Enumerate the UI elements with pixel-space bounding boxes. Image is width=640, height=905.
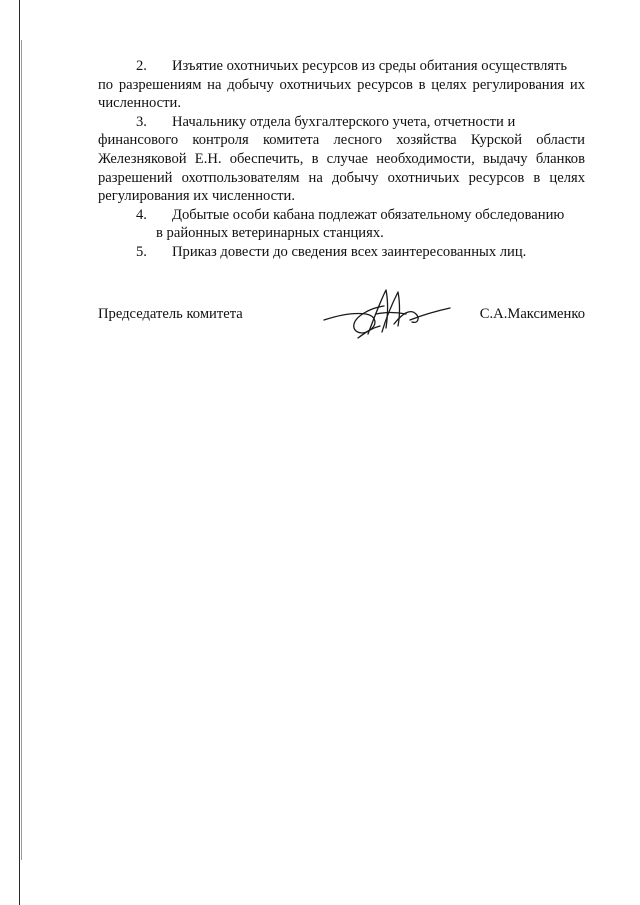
list-item-first-line <box>98 243 585 262</box>
list-item-text: в районных ветеринарных станциях. <box>156 225 384 242</box>
list-item-first-line <box>98 113 585 132</box>
signature-block <box>98 306 585 336</box>
list-item-text: финансового контроля комитета лесного хозяйства Курской области Железняковой Е.Н. обеспечить, в случае необходимости, выдачу бланков разрешений охотпользователям на добычу охотничьих ресурсов в целях регулирования их численности. <box>98 132 585 205</box>
list-item-number: 3. <box>136 113 147 130</box>
list-item-lead: Начальнику отдела бухгалтерского учета, отчетности и <box>172 113 516 130</box>
list-item-lead: Изъятие охотничьих ресурсов из среды обитания осуществлять <box>172 58 568 74</box>
list-item-number: 2. <box>136 58 147 74</box>
list-item-4 <box>98 206 585 243</box>
document-body <box>98 57 585 262</box>
scan-edge-line <box>19 0 20 905</box>
list-item-lead: Приказ довести до сведения всех заинтересованных лиц. <box>172 243 527 260</box>
signer-name: С.А.Максименко <box>479 306 585 322</box>
list-item-text: по разрешениям на добычу охотничьих ресурсов в целях регулирования их численности. <box>98 76 585 112</box>
list-item-number: 4. <box>136 206 147 223</box>
list-item-3 <box>98 113 585 206</box>
signer-role: Председатель комитета <box>98 306 243 322</box>
list-item-number: 5. <box>136 243 147 260</box>
list-item-first-line <box>98 206 585 225</box>
list-item-5 <box>98 243 585 262</box>
list-item-first-line <box>98 57 585 76</box>
list-item-lead: Добытые особи кабана подлежат обязательному обследованию <box>172 206 565 223</box>
handwritten-signature-icon <box>322 284 452 344</box>
list-item-2 <box>98 57 585 113</box>
scan-edge-shadow <box>21 40 22 860</box>
